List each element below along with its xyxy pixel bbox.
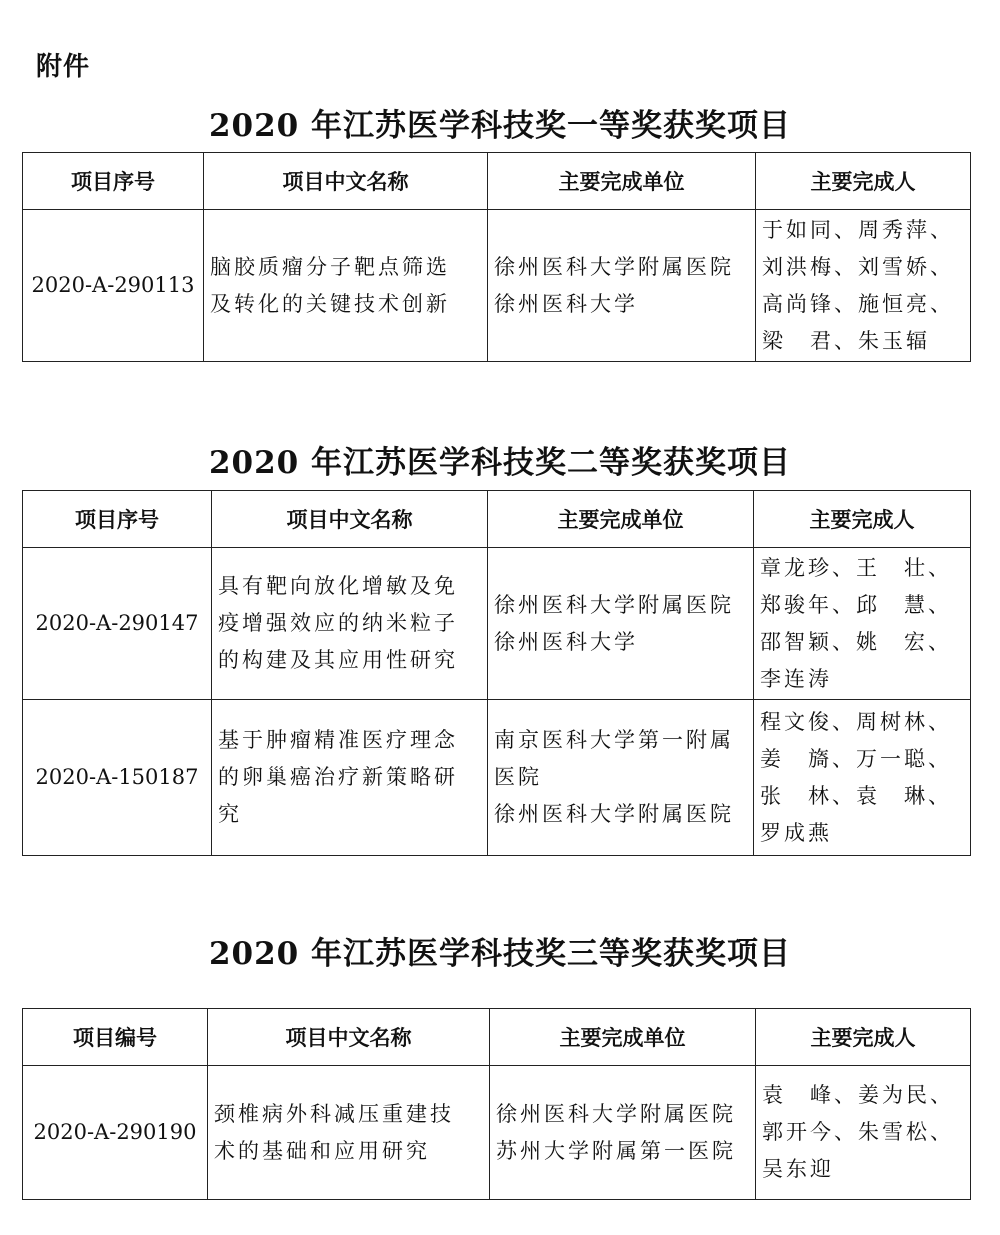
completion-units xyxy=(490,1066,756,1200)
header-code: 项目序号 xyxy=(23,153,204,210)
project-name-line: 脑胶质瘤分子靶点筛选 xyxy=(210,254,450,279)
completion-units xyxy=(488,210,756,362)
people-line: 吴东迎 xyxy=(762,1157,834,1181)
people-line: 郑骏年、邱 慧、 xyxy=(760,592,952,617)
header-name: 项目中文名称 xyxy=(204,153,488,210)
header-name: 项目中文名称 xyxy=(208,1009,490,1066)
completion-units xyxy=(488,700,754,856)
project-name-line: 基于肿瘤精准医疗理念 xyxy=(218,728,458,752)
project-name xyxy=(212,548,488,700)
people-line: 姜 旖、万一聪、 xyxy=(760,746,952,771)
completion-people xyxy=(756,1066,971,1200)
table-header-row xyxy=(23,491,971,548)
unit-line: 徐州医科大学 xyxy=(494,291,638,316)
table-row xyxy=(23,700,971,856)
third-prize-table xyxy=(22,1008,971,1200)
table-header-row xyxy=(23,153,971,210)
people-line: 罗成燕 xyxy=(760,820,832,845)
project-name xyxy=(208,1066,490,1200)
unit-line: 医院 xyxy=(494,765,542,789)
table-row xyxy=(23,210,971,362)
unit-line: 徐州医科大学附属医院 xyxy=(494,592,734,617)
section-title-first-prize: 2020 年江苏医学科技奖一等奖获奖项目 xyxy=(208,108,792,144)
project-name-line: 的构建及其应用性研究 xyxy=(218,648,458,672)
project-code: 2020-A-290190 xyxy=(23,1066,208,1200)
unit-line: 徐州医科大学附属医院 xyxy=(494,254,734,279)
people-line: 梁 君、朱玉辐 xyxy=(762,328,930,353)
unit-line: 徐州医科大学附属医院 xyxy=(496,1101,736,1126)
table-row xyxy=(23,548,971,700)
first-prize-table xyxy=(22,152,971,362)
second-prize-table xyxy=(22,490,971,856)
project-name-line: 究 xyxy=(218,802,242,826)
header-name: 项目中文名称 xyxy=(212,491,488,548)
completion-people xyxy=(754,548,971,700)
header-units: 主要完成单位 xyxy=(488,491,754,548)
header-units: 主要完成单位 xyxy=(490,1009,756,1066)
people-line: 高尚锋、施恒亮、 xyxy=(762,291,954,316)
project-name xyxy=(204,210,488,362)
header-people: 主要完成人 xyxy=(756,1009,971,1066)
header-code: 项目编号 xyxy=(23,1009,208,1066)
section-title-third-prize: 2020 年江苏医学科技奖三等奖获奖项目 xyxy=(208,936,792,972)
table-header-row xyxy=(23,1009,971,1066)
project-name-line: 的卵巢癌治疗新策略研 xyxy=(218,765,458,789)
people-line: 张 林、袁 琳、 xyxy=(760,783,952,808)
people-line: 郭开今、朱雪松、 xyxy=(762,1120,954,1144)
project-name-line: 术的基础和应用研究 xyxy=(214,1138,430,1163)
project-name xyxy=(212,700,488,856)
attachment-label: 附件 xyxy=(36,52,91,82)
project-name-line: 疫增强效应的纳米粒子 xyxy=(218,611,458,635)
header-people: 主要完成人 xyxy=(756,153,971,210)
people-line: 章龙珍、王 壮、 xyxy=(760,555,952,580)
people-line: 程文俊、周树林、 xyxy=(760,709,952,734)
people-line: 李连涛 xyxy=(760,666,832,691)
header-code: 项目序号 xyxy=(23,491,212,548)
people-line: 袁 峰、姜为民、 xyxy=(762,1083,954,1107)
header-people: 主要完成人 xyxy=(754,491,971,548)
project-name-line: 具有靶向放化增敏及免 xyxy=(218,574,458,598)
header-units: 主要完成单位 xyxy=(488,153,756,210)
completion-units xyxy=(488,548,754,700)
project-name-line: 颈椎病外科减压重建技 xyxy=(214,1101,454,1126)
unit-line: 徐州医科大学 xyxy=(494,629,638,654)
completion-people xyxy=(756,210,971,362)
unit-line: 苏州大学附属第一医院 xyxy=(496,1138,736,1163)
project-code: 2020-A-150187 xyxy=(23,700,212,856)
section-title-second-prize: 2020 年江苏医学科技奖二等奖获奖项目 xyxy=(208,445,792,481)
people-line: 邵智颖、姚 宏、 xyxy=(760,629,952,654)
project-code: 2020-A-290113 xyxy=(23,210,204,362)
table-row xyxy=(23,1066,971,1200)
people-line: 于如同、周秀萍、 xyxy=(762,217,954,242)
people-line: 刘洪梅、刘雪娇、 xyxy=(762,254,954,279)
unit-line: 徐州医科大学附属医院 xyxy=(494,802,734,826)
project-code: 2020-A-290147 xyxy=(23,548,212,700)
unit-line: 南京医科大学第一附属 xyxy=(494,728,734,752)
project-name-line: 及转化的关键技术创新 xyxy=(210,291,450,316)
completion-people xyxy=(754,700,971,856)
